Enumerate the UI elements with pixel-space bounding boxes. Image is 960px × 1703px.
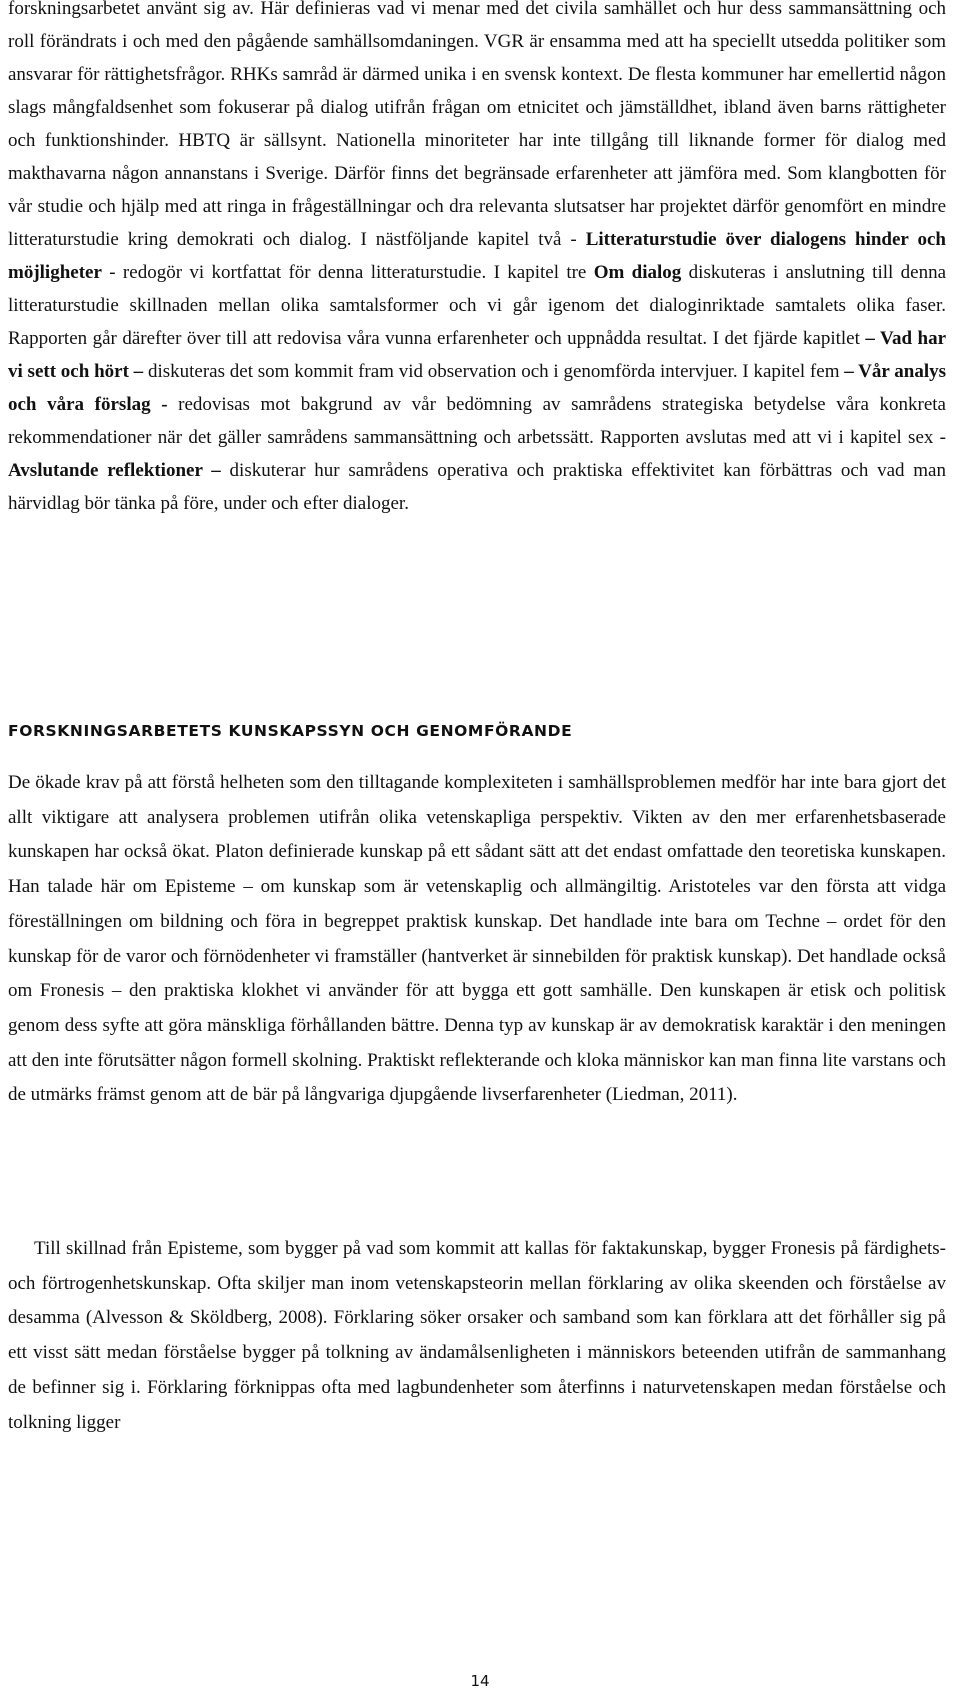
page-number: 14 [470,1672,490,1690]
body-paragraph-episteme: Till skillnad från Episteme, som bygger på vad som kommit att kallas för faktakunskap, bygger Fronesis på färdighets- och förtrogenhetskunskap. Ofta skiljer man inom vetenskapsteorin mellan förklaring av olika skeenden och förståelse av desamma (Alvesson & Sköldberg, 2008). Förklaring söker orsaker och samband som kan förklara att det förhåller sig på ett visst sätt medan förståelse bygger på tolkning av ändamålsenligheten i människors beteenden utifrån de sammanhang de befinner sig i. Förklaring förknippas ofta med lagbundenheter som återfinns i naturvetenskapen medan förståelse och tolkning ligger [8,1238,946,1433]
chapter-title-four: – Vad har vi sett och hört – [8,328,946,382]
paragraph-text: diskuteras det som kommit fram vid observation och i genomförda intervjuer. I kapitel fem [143,361,845,382]
body-paragraph-knowledge: De ökade krav på att förstå helheten som den tilltagande komplexiteten i samhällsproblemen medför har inte bara gjort det allt viktigare att analysera problemen utifrån olika vetenskapliga perspektiv. Vikten av den mer erfarenhetsbaserade kunskapen har också ökat. Platon definierade kunskap på ett sådant sätt att det endast omfattade den teoretiska kunskapen. Han talade här om Episteme – om kunskap som är vetenskaplig och allmängiltig. Aristoteles var den första att vidga föreställningen om bildning och föra in begreppet praktisk kunskap. Det handlade inte bara om Techne – ordet för den kunskap för de varor och förnödenheter vi framställer (hantverket är sinnebilden för praktisk kunskap). Det handlade också om Fronesis – den praktiska klokhet vi använder för att bygga ett gott samhälle. Den kunskapen är etisk och politisk genom dess syfte att göra mänskliga förhållanden bättre. Denna typ av kunskap är av demokratisk karaktär i den meningen att den inte förutsätter någon formell skolning. Praktiskt reflekterande och kloka människor kan man finna lite varstans och de utmärks främst genom att de bär på långvariga djupgående livserfarenheter (Liedman, 2011). [8,772,946,1106]
chapter-title-six: Avslutande reflektioner – [8,460,221,481]
paragraph-text: - redogör vi kortfattat för denna litteraturstudie. I kapitel tre [101,262,594,283]
section-heading: FORSKNINGSARBETETS KUNSKAPSSYN OCH GENOMFÖRANDE [8,722,573,740]
paragraph-text: diskuterar hur samrådens operativa och praktiska effektivitet kan förbättras och vad man härvidlag bör tänka på före, under och efter dialoger. [8,460,946,514]
paragraph-text: forskningsarbetet använt sig av. Här definieras vad vi menar med det civila samhället och hur dess sammansättning och roll förändrats i och med den pågående samhällsomdaningen. VGR är ensamma med att ha speciellt utsedda politiker som ansvarar för rättighetsfrågor. RHKs samråd är därmed unika i en svensk kontext. De flesta kommuner har emellertid någon slags mångfaldsenhet som fokuserar på dialog utifrån frågan om etnicitet och jämställdhet, ibland även barns rättigheter och funktionshinder. HBTQ är sällsynt. Nationella minoriteter har inte tillgång till liknande former för dialog med makthavarna någon annanstans i Sverige. Därför finns det begränsade erfarenheter att jämföra med. Som klangbotten för vår studie och hjälp med att ringa in frågeställningar och dra relevanta slutsatser har projektet därför genomfört en mindre litteraturstudie kring demokrati och dialog. I nästföljande kapitel två - [8,0,946,250]
paragraph-text: diskuteras i anslutning till denna litteraturstudie skillnaden mellan olika samtalsformer och vi går igenom det dialoginriktade samtalets olika faser. Rapporten går därefter över till att redovisa våra vunna erfarenheter och uppnådda resultat. I det fjärde kapitlet [8,262,947,349]
body-paragraph-intro [8,0,946,520]
chapter-title-three: Om dialog [593,262,682,283]
chapter-title-two: Litteraturstudie över dialogens hinder och möjligheter [8,229,946,283]
chapter-title-five: – Vår analys och våra förslag - [8,361,947,415]
paragraph-text: redovisas mot bakgrund av vår bedömning av samrådens strategiska betydelse våra konkreta rekommendationer när det gäller samrådens sammansättning och arbetssätt. Rapporten avslutas med att vi i kapitel sex - [8,394,946,448]
